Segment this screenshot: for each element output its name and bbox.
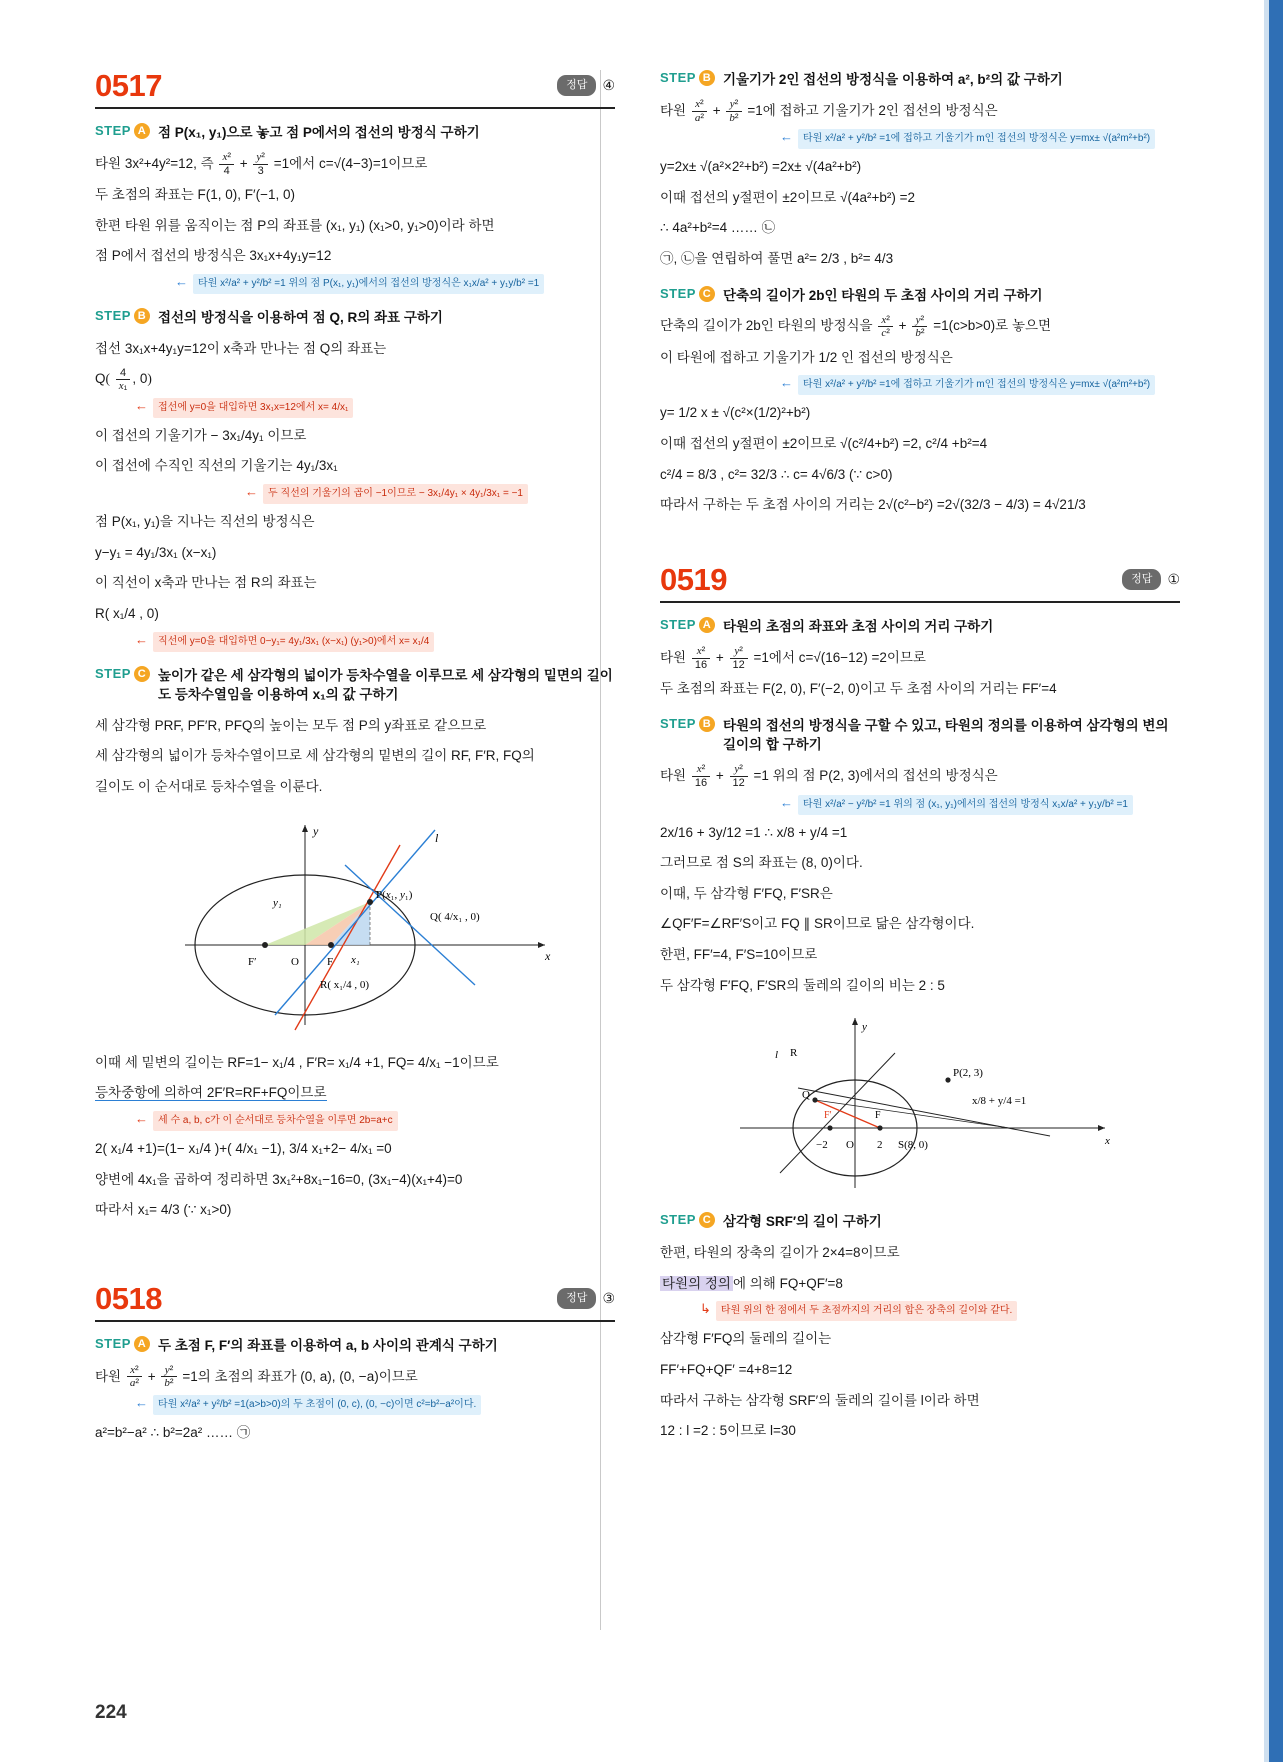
line: 이때, 두 삼각형 F′FQ, F′SR은	[660, 885, 833, 901]
callout-text: 타원 x²/a² − y²/b² =1 위의 점 (x₁, y₁)에서의 접선의 방정식 x₁x/a² + y₁y/b² =1	[798, 795, 1133, 815]
line-text: 단축의 길이가 2b인 타원의 방정식을	[660, 318, 873, 334]
line: Q( $\frac{4}{\text{x₁}}$ , 0)	[95, 366, 152, 393]
callout-text: 타원 x²/a² + y²/b² =1에 접하고 기울기가 m인 접선의 방정식은 y=mx± √(a²m²+b²)	[798, 375, 1155, 395]
step-title: 점 P(x₁, y₁)으로 놓고 점 P에서의 접선의 방정식 구하기	[157, 125, 480, 140]
svg-text:−2: −2	[816, 1139, 828, 1152]
step-title: 타원의 접선의 방정식을 구할 수 있고, 타원의 정의를 이용하여 삼각형의 변의 길이의 합 구하기	[722, 717, 1169, 753]
svg-text:F: F	[327, 955, 334, 968]
callout-tangent-formula	[175, 274, 615, 294]
line: 타원의 정의 에 의해 FQ+QF′=8	[662, 1275, 843, 1291]
line-text: =1 위의 점 P(2, 3)에서의 접선의 방정식은	[753, 767, 998, 783]
line: 두 삼각형 F′FQ, F′SR의 둘레의 길이의 비는 2 : 5	[660, 977, 945, 993]
svg-text:x: x	[1105, 1135, 1110, 1148]
step-c-0518	[660, 286, 1180, 306]
callout-text: 세 수 a, b, c가 이 순서대로 등차수열을 이루면 2b=a+c	[153, 1111, 398, 1131]
fraction: $\frac{\text{y²}}{12}$	[730, 763, 748, 789]
line: a²=b²−a² ∴ b²=2a² …… ㉠	[95, 1425, 251, 1441]
line-text: 타원	[660, 649, 687, 665]
line: 접선 3x₁x+4y₁y=12이 x축과 만나는 점 Q의 좌표는	[95, 340, 387, 356]
line	[95, 243, 615, 269]
arrow-icon: ←	[780, 129, 793, 145]
arrow-icon: ↳	[700, 1301, 711, 1317]
line: 이 직선이 x축과 만나는 점 R의 좌표는	[95, 575, 317, 591]
step-b-0519	[660, 716, 1180, 755]
step-letter-icon: A	[134, 1336, 150, 1352]
svg-text:O: O	[846, 1139, 854, 1152]
right-column	[660, 70, 1180, 1449]
line: 양변에 4x₁을 곱하여 정리하면 3x₁²+8x₁−16=0, (3x₁−4)(x₁+4)=0	[95, 1171, 463, 1187]
step-letter-icon: B	[699, 70, 715, 86]
line: 2( x₁/4 +1)=(1− x₁/4 )+( 4/x₁ −1), 3/4 x₁+2− 4/x₁ =0	[95, 1141, 392, 1157]
line: ∴ 4a²+b²=4 …… ㉡	[660, 220, 776, 236]
svg-text:Q( 4/x₁ , 0): Q( 4/x₁ , 0)	[430, 910, 480, 923]
line: 타원 $\frac{\text{x²}}{\text{a²}}$ + $\frac{\text{y²}}{\text{b²}}$ =1의 초점의 좌표가 (0, a), (0, −a)이므로	[95, 1363, 418, 1390]
line: 타원 3x²+4y²=12, 즉 $\frac{\text{x²}}{4}$ + $\frac{\text{y²}}{3}$ =1에서 c=√(4−3)=1이므로	[95, 150, 428, 177]
answer-group	[557, 75, 615, 96]
step-a-0517	[95, 123, 615, 143]
step-letter-icon: B	[699, 716, 715, 732]
callout-text: 두 직선의 기울기의 곱이 −1이므로 − 3x₁/4y₁ × 4y₁/3x₁ = −1	[263, 484, 528, 504]
callout-text: 타원 x²/a² + y²/b² =1에 접하고 기울기가 m인 접선의 방정식은 y=mx± √(a²m²+b²)	[798, 129, 1155, 149]
problem-header-0519	[660, 564, 1180, 603]
step-letter-icon: A	[134, 123, 150, 139]
line: 두 초점의 좌표는 F(1, 0), F′(−1, 0)	[95, 187, 295, 203]
line: 이 접선의 기울기가 − 3x₁/4y₁ 이므로	[95, 427, 307, 443]
line: y−y₁ = 4y₁/3x₁ (x−x₁)	[95, 544, 217, 560]
line: 그러므로 점 S의 좌표는 (8, 0)이다.	[660, 855, 863, 871]
svg-text:x/8 + y/4 =1: x/8 + y/4 =1	[972, 1095, 1027, 1108]
line: 한편 타원 위를 움직이는 점 P의 좌표를 (x₁, y₁) (x₁>0, y₁>0)이라 하면	[95, 217, 495, 233]
answer-group	[557, 1288, 615, 1309]
step-c-0517	[95, 666, 615, 705]
step-title: 삼각형 SRF′의 길이 구하기	[722, 1214, 882, 1230]
svg-text:x₁: x₁	[351, 953, 360, 966]
problem-number: 0517	[95, 68, 162, 103]
step-label: STEP A	[660, 617, 715, 633]
svg-text:F′: F′	[248, 955, 257, 968]
line: 길이도 이 순서대로 등차수열을 이룬다.	[95, 779, 323, 795]
line: 이때 세 밑변의 길이는 RF=1− x₁/4 , F′R= x₁/4 +1, FQ= 4/x₁ −1이므로	[95, 1054, 499, 1070]
callout-text: 직선에 y=0을 대입하면 0−y₁= 4y₁/3x₁ (x−x₁) (y₁>0)에서 x= x₁/4	[153, 632, 434, 652]
svg-text:P(2, 3): P(2, 3)	[953, 1067, 983, 1080]
svg-text:y₁: y₁	[273, 896, 282, 909]
line-text: =1에 접하고 기울기가 2인 접선의 방정식은	[747, 102, 998, 118]
step-title: 단축의 길이가 2b인 타원의 두 초점 사이의 거리 구하기	[722, 287, 1043, 303]
callout-perp-slope	[245, 484, 615, 504]
callout-text: 타원 위의 한 점에서 두 초점까지의 거리의 합은 장축의 길이와 같다.	[716, 1301, 1017, 1321]
line: 타원 $\frac{\text{x²}}{16}$ + $\frac{\text{y²}}{12}$ =1 위의 점 P(2, 3)에서의 접선의 방정식은	[660, 763, 998, 789]
svg-text:P(x₁, y₁): P(x₁, y₁)	[376, 888, 413, 901]
svg-text:S(8, 0): S(8, 0)	[898, 1139, 928, 1152]
line-text: 타원 3x²+4y²=12, 즉	[95, 155, 214, 171]
line: 따라서 구하는 삼각형 SRF′의 둘레의 길이를 l이라 하면	[660, 1392, 980, 1408]
arrow-icon: ←	[135, 1111, 148, 1127]
line: ∠QF′F=∠RF′S이고 FQ ∥ SR이므로 닮은 삼각형이다.	[660, 916, 975, 932]
step-label: STEP B	[660, 70, 715, 86]
line-text: 등차중항에 의하여 2F′R=RF+FQ이므로	[95, 1085, 327, 1101]
step-title: 두 초점 F, F′의 좌표를 이용하여 a, b 사이의 관계식 구하기	[157, 1337, 498, 1353]
page-edge-blue	[1269, 0, 1283, 1762]
callout-ellipse-definition	[700, 1301, 1180, 1321]
answer-badge: 정답	[557, 75, 596, 96]
answer-value: ①	[1167, 571, 1180, 588]
step-b-0518	[660, 70, 1180, 90]
line: 세 삼각형 PRF, PF′R, PFQ의 높이는 모두 점 P의 y좌표로 같으므로	[95, 717, 487, 733]
callout-text: 타원 x²/a² + y²/b² =1 위의 점 P(x₁, y₁)에서의 접선의 방정식은 x₁x/a² + y₁y/b² =1	[193, 274, 544, 294]
callout-r-coord	[135, 632, 615, 652]
line: FF′+FQ+QF′ =4+8=12	[660, 1361, 793, 1377]
arrow-icon: ←	[780, 375, 793, 391]
callout-q-coord	[135, 398, 615, 418]
step-label: STEP C	[95, 666, 150, 682]
svg-text:y: y	[313, 823, 319, 838]
line: 2x/16 + 3y/12 =1 ∴ x/8 + y/4 =1	[660, 824, 848, 840]
fraction: $\frac{\text{y²}}{3}$	[253, 151, 268, 177]
arrow-icon: ←	[175, 274, 188, 290]
problem-header-0517	[95, 70, 615, 109]
left-column	[95, 70, 615, 1451]
line: R( x₁/4 , 0)	[95, 606, 159, 622]
callout-tangent-point	[780, 795, 1180, 815]
fraction: $\frac{\text{x²}}{16}$	[692, 645, 710, 671]
arrow-icon: ←	[135, 1395, 148, 1411]
page-number: 224	[95, 1702, 127, 1723]
svg-text:R( x₁/4 , 0): R( x₁/4 , 0)	[320, 978, 370, 991]
fraction: $\frac{4}{\text{x₁}}$	[116, 367, 131, 393]
svg-text:R: R	[790, 1047, 798, 1060]
svg-text:l: l	[775, 1049, 779, 1062]
step-title: 높이가 같은 세 삼각형의 넓이가 등차수열을 이루므로 세 삼각형의 밑면의 길이도 등차수열임을 이용하여 x₁의 값 구하기	[157, 667, 613, 703]
line: 따라서 x₁= 4/3 (∵ x₁>0)	[95, 1202, 232, 1218]
callout-text: 타원 x²/a² + y²/b² =1(a>b>0)의 두 초점이 (0, c), (0, −c)이면 c²=b²−a²이다.	[153, 1395, 481, 1415]
line: 이 접선에 수직인 직선의 기울기는 4y₁/3x₁	[95, 458, 338, 474]
step-title: 타원의 초점의 좌표와 초점 사이의 거리 구하기	[722, 619, 994, 635]
highlight-term: 타원의 정의	[662, 1275, 731, 1291]
ellipse-diagram-2	[720, 1008, 1120, 1198]
line: y=2x± √(a²×2²+b²) =2x± √(4a²+b²)	[660, 159, 862, 175]
line: 삼각형 F′FQ의 둘레의 길이는	[660, 1331, 832, 1347]
step-letter-icon: B	[134, 308, 150, 324]
step-label: STEP B	[95, 308, 150, 324]
line: 두 초점의 좌표는 F(2, 0), F′(−2, 0)이고 두 초점 사이의 거리는 FF′=4	[660, 681, 1057, 697]
answer-badge: 정답	[557, 1288, 596, 1309]
svg-text:2: 2	[877, 1139, 883, 1152]
step-letter-icon: C	[699, 286, 715, 302]
line: c²/4 = 8/3 , c²= 32/3 ∴ c= 4√6/3 (∵ c>0)	[660, 466, 893, 482]
step-letter-icon: A	[699, 617, 715, 633]
line-text: =1에서 c=√(4−3)=1이므로	[273, 155, 428, 171]
line: 타원 $\frac{\text{x²}}{\text{a²}}$ + $\frac{\text{y²}}{\text{b²}}$ =1에 접하고 기울기가 2인 접선의 방정식은	[660, 97, 998, 124]
answer-badge: 정답	[1122, 569, 1161, 590]
line: 따라서 구하는 두 초점 사이의 거리는 2√(c²−b²) =2√(32/3 − 4/3) = 4√21/3	[660, 497, 1086, 513]
answer-group	[1122, 569, 1180, 590]
line-text: =1의 초점의 좌표가 (0, a), (0, −a)이므로	[182, 1368, 418, 1384]
step-b-0517	[95, 308, 615, 328]
line-text: 점 P에서 접선의 방정식은 3x₁x+4y₁y=12	[95, 248, 332, 264]
figure-ellipse-0519	[660, 1008, 1180, 1198]
step-letter-icon: C	[699, 1212, 715, 1228]
line: ㉠, ㉡을 연립하여 풀면 a²= 2/3 , b²= 4/3	[660, 251, 894, 267]
fraction: $\frac{\text{y²}}{\text{b²}}$	[726, 98, 741, 124]
svg-text:Q: Q	[802, 1089, 810, 1102]
ellipse-diagram	[145, 810, 565, 1040]
line: 세 삼각형의 넓이가 등차수열이므로 세 삼각형의 밑변의 길이 RF, F′R, FQ의	[95, 748, 535, 764]
step-label: STEP B	[660, 716, 715, 732]
step-title: 기울기가 2인 접선의 방정식을 이용하여 a², b²의 값 구하기	[722, 72, 1063, 87]
figure-ellipse-0517	[95, 810, 615, 1040]
arrow-icon: ←	[780, 794, 793, 810]
svg-text:F′: F′	[824, 1110, 832, 1122]
step-a-0518	[95, 1336, 615, 1356]
line-text: 타원	[95, 1368, 122, 1384]
line: 이때 접선의 y절편이 ±2이므로 √(c²/4+b²) =2, c²/4 +b²=4	[660, 436, 988, 452]
line: 점 P(x₁, y₁)을 지나는 직선의 방정식은	[95, 514, 315, 530]
svg-text:F: F	[875, 1110, 881, 1122]
line-text: =1에서 c=√(16−12) =2이므로	[753, 649, 926, 665]
step-label: STEP C	[660, 286, 715, 302]
step-letter-icon: C	[134, 666, 150, 682]
problem-header-0518	[95, 1280, 615, 1322]
svg-text:x: x	[545, 948, 551, 963]
fraction: $\frac{\text{x²}}{\text{a²}}$	[692, 98, 707, 124]
step-a-0519	[660, 617, 1180, 637]
callout-arith-mean	[135, 1111, 615, 1131]
answer-value: ③	[602, 1289, 615, 1306]
fraction: $\frac{\text{y²}}{\text{b²}}$	[161, 1364, 176, 1390]
problem-number: 0519	[660, 562, 727, 598]
svg-text:y: y	[862, 1021, 867, 1034]
line: 12 : l =2 : 5이므로 l=30	[660, 1423, 796, 1439]
step-title: 접선의 방정식을 이용하여 점 Q, R의 좌표 구하기	[157, 310, 443, 326]
callout-tangent-slope-m2	[780, 375, 1180, 395]
line-text: 타원	[660, 102, 687, 118]
line: 한편, 타원의 장축의 길이가 2×4=8이므로	[660, 1244, 900, 1260]
callout-tangent-slope-m	[780, 129, 1180, 149]
line: 한편, FF′=4, F′S=10이므로	[660, 947, 818, 963]
fraction: $\frac{\text{x²}}{4}$	[219, 151, 234, 177]
line	[95, 1080, 615, 1106]
line-text: 타원	[660, 767, 687, 783]
answer-value: ④	[602, 77, 615, 93]
step-label: STEP C	[660, 1212, 715, 1228]
arrow-icon: ←	[135, 631, 148, 647]
problem-number: 0518	[95, 1280, 162, 1316]
svg-text:l: l	[435, 830, 439, 845]
fraction: $\frac{\text{x²}}{\text{c²}}$	[878, 314, 893, 340]
line-text: =1(c>b>0)로 놓으면	[933, 318, 1052, 334]
arrow-icon: ←	[135, 397, 148, 413]
line: 타원 $\frac{\text{x²}}{16}$ + $\frac{\text{y²}}{12}$ =1에서 c=√(16−12) =2이므로	[660, 644, 926, 671]
step-label: STEP A	[95, 123, 150, 139]
svg-text:O: O	[291, 955, 299, 968]
fraction: $\frac{\text{x²}}{16}$	[692, 763, 710, 789]
fraction: $\frac{\text{y²}}{12}$	[730, 645, 748, 671]
fraction: $\frac{\text{y²}}{\text{b²}}$	[912, 314, 927, 340]
fraction: $\frac{\text{x²}}{\text{a²}}$	[127, 1364, 142, 1390]
step-c-0519	[660, 1212, 1180, 1232]
line: 이때 접선의 y절편이 ±2이므로 √(4a²+b²) =2	[660, 189, 916, 205]
line: y= 1/2 x ± √(c²×(1/2)²+b²)	[660, 405, 811, 421]
line: 이 타원에 접하고 기울기가 1/2 인 접선의 방정식은	[660, 349, 953, 365]
callout-focus-relation	[135, 1395, 615, 1415]
step-label: STEP A	[95, 1336, 150, 1352]
callout-text: 접선에 y=0을 대입하면 3x₁x=12에서 x= 4/x₁	[153, 398, 353, 418]
arrow-icon: ←	[245, 484, 258, 500]
line: 단축의 길이가 2b인 타원의 방정식을 $\frac{\text{x²}}{\text{c²}}$ + $\frac{\text{y²}}{\text{b²}}$ =1(c>b>0)로 놓으면	[660, 313, 1052, 340]
